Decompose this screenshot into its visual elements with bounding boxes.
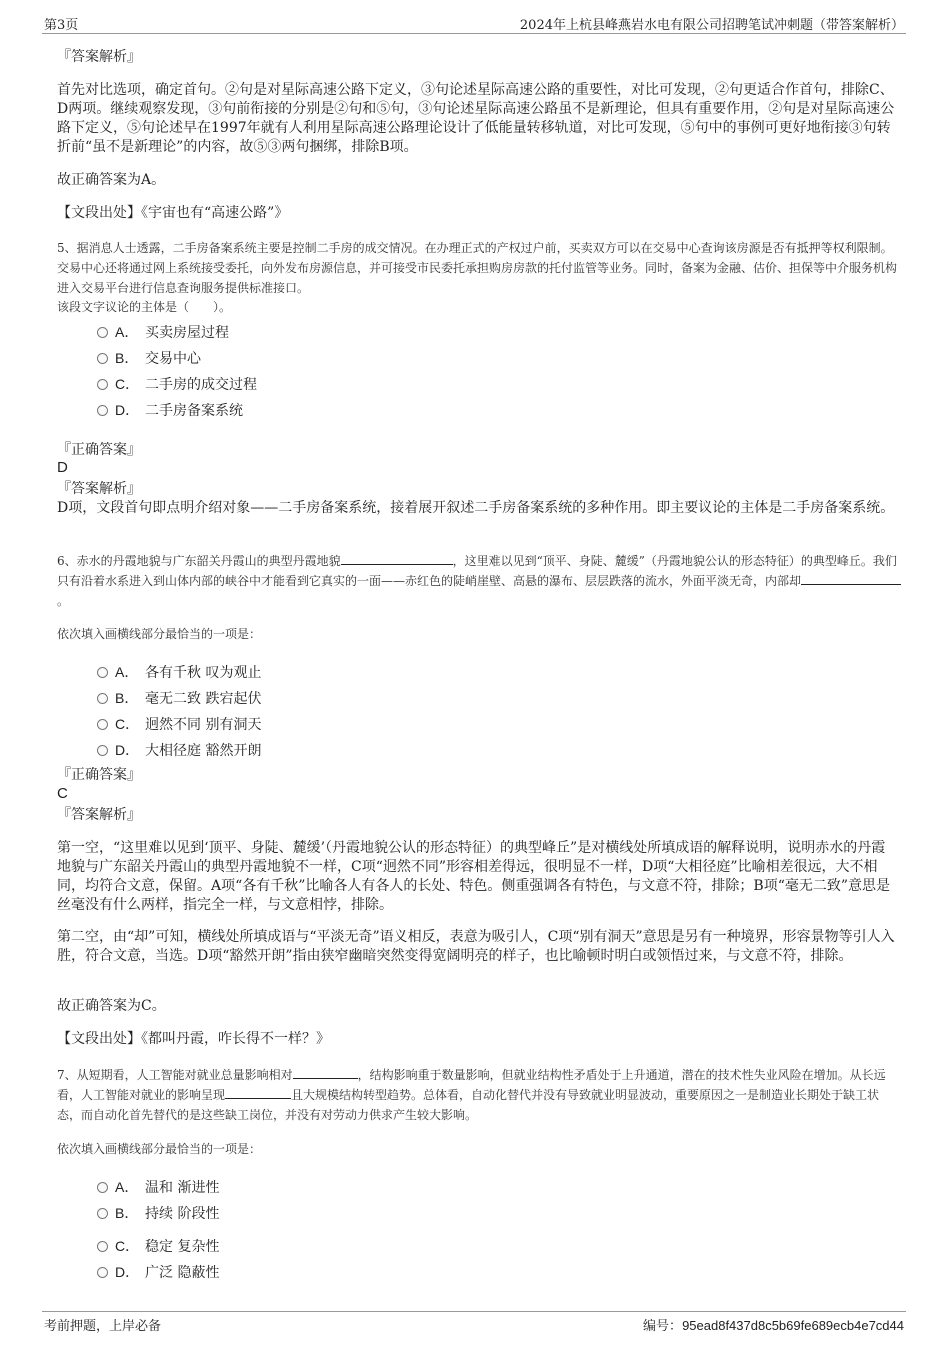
- q7-stem-part-2: ，结构影响重于数量影响，但就业结构性矛盾处于上升通道，潜在的技术性失业风险在增加。从长远看，人工智能对就业的影响呈现: [57, 1068, 886, 1102]
- blank-line: [225, 1085, 291, 1099]
- q6-stem-part-2: ，这里难以见到“顶平、身陡、麓缓”（丹霞地貌公认的形态特征）的典型峰丘。我们只有沿着水系进入到山体内部的峡谷中才能看到它真实的一面——赤红色的陡峭崖壁、高悬的瀑布、层层跌落的流水，外面平淡无奇，内部却: [57, 554, 897, 588]
- q6-analysis-paragraph-1: 第一空，“这里难以见到‘顶平、身陡、麓缓’（丹霞地貌公认的形态特征）的典型峰丘”是对横线处所填成语的解释说明，说明赤水的丹霞地貌与广东韶关丹霞山的典型丹霞地貌不一样，C项“迥然不同”形容相差得远，很明显不一样，D项“大相径庭”比喻相差很远，大不相同，均符合文意，保留。A项“各有千秋”比喻各人有各人的长处、特色。侧重强调各有特色，与文意不符，排除；B项“毫无二致”意思是丝毫没有什么两样，指完全一样，与文意相悖，排除。: [57, 840, 891, 913]
- q4-source: 【文段出处】《宇宙也有“高速公路”》: [57, 205, 289, 221]
- option-letter: C．: [115, 376, 140, 392]
- q5-correct-label: 『正确答案』: [57, 442, 141, 458]
- option-text: 大相径庭 豁然开朗: [145, 743, 262, 759]
- q7-stem: [57, 1065, 902, 1125]
- option-letter: A．: [115, 324, 139, 340]
- blank-line: [801, 571, 901, 585]
- q5-stem: 5、据消息人士透露，二手房备案系统主要是控制二手房的成交情况。在办理正式的产权过户前，买卖双方可以在交易中心查询该房源是否有抵押等权利限制。交易中心还将通过网上系统接受委托，向外发布房源信息，并可接受市民委托承担购房房款的托付监管等业务。同时，备案为金融、估价、担保等中介服务机构进入交易平台进行信息查询服务提供标准接口。: [57, 241, 898, 295]
- q7-stem-part-1: 7、从短期看，人工智能对就业总量影响相对: [57, 1068, 293, 1082]
- radio-button[interactable]: [97, 719, 108, 730]
- option-text: 广泛 隐蔽性: [145, 1265, 220, 1281]
- document-code: [643, 1315, 904, 1334]
- radio-button[interactable]: [97, 693, 108, 704]
- option-text: 二手房备案系统: [145, 403, 243, 419]
- radio-button[interactable]: [97, 1182, 108, 1193]
- q4-analysis-label: 『答案解析』: [57, 49, 141, 65]
- option-text: 持续 阶段性: [145, 1206, 220, 1222]
- page-number: 第3页: [44, 18, 79, 33]
- code-label: 编号：: [643, 1319, 683, 1334]
- radio-button[interactable]: [97, 667, 108, 678]
- q6-stem: [57, 551, 902, 611]
- option-text: 二手房的成交过程: [145, 377, 257, 393]
- q6-stem-part-1: 6、赤水的丹霞地貌与广东韶关丹霞山的典型丹霞地貌: [57, 554, 341, 568]
- radio-button[interactable]: [97, 1267, 108, 1278]
- code-value: 95ead8f437d8c5b69fe689ecb4e7cd44: [682, 1318, 904, 1333]
- radio-button[interactable]: [97, 745, 108, 756]
- option-letter: A．: [115, 664, 139, 680]
- option-letter: C．: [115, 1238, 140, 1254]
- option-letter: B．: [115, 690, 139, 706]
- radio-button[interactable]: [97, 405, 108, 416]
- option-letter: B．: [115, 1205, 139, 1221]
- q6-analysis-label: 『答案解析』: [57, 807, 141, 823]
- radio-button[interactable]: [97, 353, 108, 364]
- blank-line: [293, 1065, 358, 1079]
- q7-stem-part-3: 且大规模结构转型趋势。总体看，自动化替代并没有导致就业明显波动，重要原因之一是制造业长期处于缺工状态，而自动化首先替代的是这些缺工岗位，并没有对劳动力供求产生较大影响。: [57, 1088, 880, 1122]
- option-letter: B．: [115, 350, 139, 366]
- q6-stem-part-3: 。: [57, 594, 70, 608]
- q6-analysis-paragraph-2: 第二空，由“却”可知，横线处所填成语与“平淡无奇”语义相反，表意为吸引人，C项“别有洞天”意思是另有一种境界，形容景物等引人入胜，符合文意，当选。D项“豁然开朗”指由狭窄幽暗突然变得宽阔明亮的样子，也比喻顿时明白或领悟过来，与文意不符，排除。: [57, 929, 895, 964]
- q6-question: 依次填入画横线部分最恰当的一项是：: [57, 627, 262, 641]
- q6-correct-label: 『正确答案』: [57, 767, 141, 783]
- option-letter: D．: [115, 742, 140, 758]
- q7-question: 依次填入画横线部分最恰当的一项是：: [57, 1142, 262, 1156]
- page-footer: [42, 1311, 906, 1335]
- option-text: 买卖房屋过程: [145, 325, 229, 341]
- q5-analysis-label: 『答案解析』: [57, 481, 141, 497]
- radio-button[interactable]: [97, 1208, 108, 1219]
- q6-conclusion: 故正确答案为C。: [57, 998, 166, 1014]
- option-letter: D．: [115, 1264, 140, 1280]
- option-letter: C．: [115, 716, 140, 732]
- q5-analysis-text: D项，文段首句即点明介绍对象——二手房备案系统，接着展开叙述二手房备案系统的多种作用。即主要议论的主体是二手房备案系统。: [57, 500, 895, 516]
- option-text: 温和 渐进性: [145, 1180, 220, 1196]
- footer-slogan: 考前押题，上岸必备: [44, 1319, 162, 1334]
- option-text: 各有千秋 叹为观止: [145, 665, 262, 681]
- q6-source: 【文段出处】《都叫丹霞，咋长得不一样？》: [57, 1031, 330, 1047]
- document-title: 2024年上杭县峰燕岩水电有限公司招聘笔试冲刺题（带答案解析）: [519, 18, 904, 33]
- blank-line: [341, 551, 453, 565]
- q5-correct-answer: D: [57, 459, 68, 476]
- option-text: 迥然不同 别有洞天: [145, 717, 262, 733]
- q4-conclusion: 故正确答案为A。: [57, 172, 166, 188]
- q4-analysis-text: 首先对比选项，确定首句。②句是对星际高速公路下定义，③句论述星际高速公路的重要性，对比可发现，②句更适合作首句，排除C、D两项。继续观察发现，③句前衔接的分别是②句和⑤句，③句论述星际高速公路虽不是新理论，但具有重要作用，②句是对星际高速公路下定义，⑤句论述早在1997年就有人利用星际高速公路理论设计了低能量转移轨道，对比可发现，⑤句中的事例可更好地衔接③句转折前“虽不是新理论”的内容，故⑤③两句捆绑，排除B项。: [57, 82, 895, 155]
- q6-correct-answer: C: [57, 785, 68, 802]
- option-letter: A．: [115, 1179, 139, 1195]
- option-text: 毫无二致 跌宕起伏: [145, 691, 262, 707]
- page-header: [42, 10, 906, 34]
- option-text: 交易中心: [145, 351, 201, 367]
- option-letter: D．: [115, 402, 140, 418]
- option-text: 稳定 复杂性: [145, 1239, 220, 1255]
- radio-button[interactable]: [97, 327, 108, 338]
- q5-question: 该段文字议论的主体是（ ）。: [57, 300, 232, 314]
- radio-button[interactable]: [97, 1241, 108, 1252]
- radio-button[interactable]: [97, 379, 108, 390]
